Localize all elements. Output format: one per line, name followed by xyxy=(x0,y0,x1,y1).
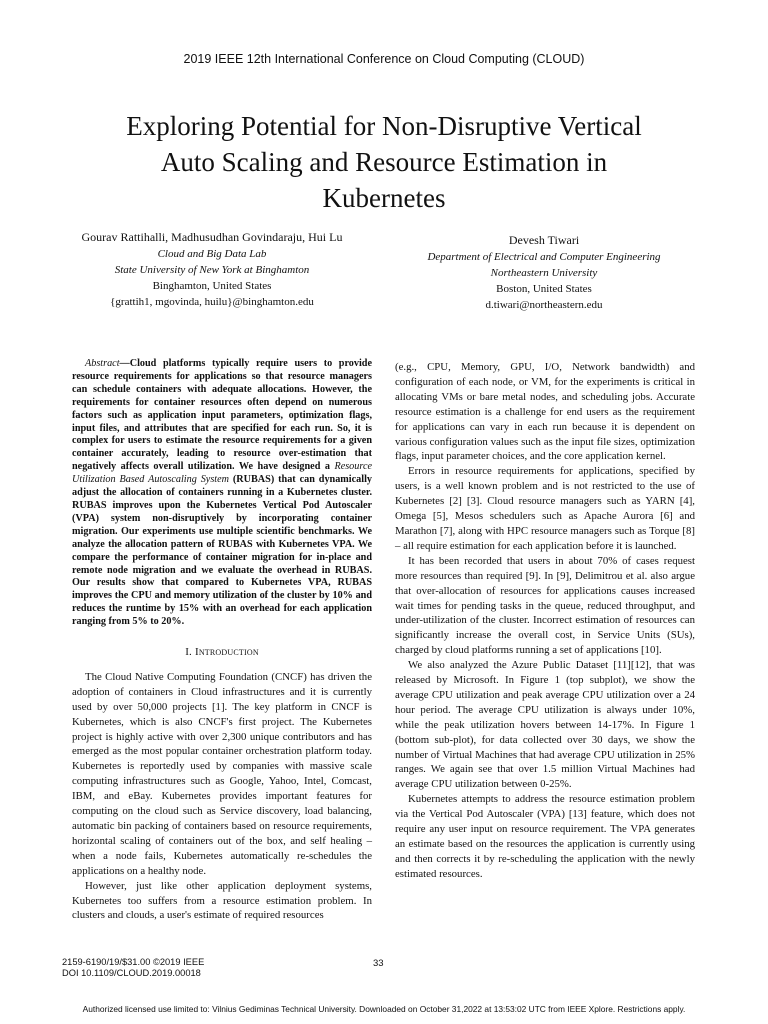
author-location: Boston, United States xyxy=(496,283,592,295)
section-number: I. xyxy=(185,646,193,659)
abstract-text: (RUBAS) that can dynamically adjust the allocation of containers running in a Kubernetes cluster. RUBAS improves upon the Kubernetes Vertical Pod Autoscaler (VPA) system non-disruptively by incorporating container migration. Our experiments use multiple scientific benchmarks. We analyze the allocation pattern of RUBAS with Kubernetes VPA. We compare the performance of container migration for in-place and remote node migration and we evaluate the overhead in RUBAS. Our results show that compared to Kubernetes VPA, RUBAS improves the CPU and memory utilization of the cluster by 10% and reduces the runtime by 15% with an overhead for each application ranging from 5% to 20%. xyxy=(72,474,372,628)
author-email: d.tiwari@northeastern.edu xyxy=(485,299,603,311)
body-paragraph: The Cloud Native Computing Foundation (CNCF) has driven the adoption of containers in Cloud infrastructures and it is currently used by over 50,000 projects [1]. The key platform in CNCF is Kubernetes, which is also CNCF's first project. The Kubernetes project is highly active with over 2,300 unique contributors and has emerged as the most popular container orchestration platform today. Kubernetes is reportedly used by companies with massive scale computing infrastructures such as Google, Yahoo, Intel, Comcast, IBM, and eBay. Kubernetes provides important features for computing on the cloud such as Service discovery, load balancing, automatic bin packing of containers based on resource requirements, horizontal scaling of containers out of the box, and self healing – when a node fails, Kubernetes automatically re-schedules the applications on a healthy node. xyxy=(72,670,372,877)
author-email: {grattih1, mgovinda, huilu}@binghamton.edu xyxy=(110,296,314,308)
author-location: Binghamton, United States xyxy=(152,280,272,292)
title-line: Auto Scaling and Resource Estimation in xyxy=(160,147,608,177)
body-paragraph: It has been recorded that users in about 70% of cases request more resources than required [9]. In [9], Delimitrou et al. also argue that over-allocation of resources for applications causes increased wait times for pending tasks in the queue, reduced throughput, and under-utilization of the cluster. Incorrect estimation of resources can significantly increase the overall cost, in Service Units (SUs), charged by cloud platforms running a set of applications [10]. xyxy=(395,554,695,657)
abstract-text: —Cloud platforms typically require users to provide resource requirements for applications so that resource managers can schedule containers with adequate allocations. However, the requirements for container resources often depend on numerous factors such as application input parameters, optimization flags, input files, and attributes that are specified for each run. So, it is complex for users to estimate the resource requirements for a given container accurately, leading to resource over-estimation that negatively affects overall utilization. We have designed a xyxy=(72,358,372,473)
author-block-1 xyxy=(62,229,362,310)
author-lab: Cloud and Big Data Lab xyxy=(157,248,267,260)
conference-header: 2019 IEEE 12th International Conference on Cloud Computing (CLOUD) xyxy=(183,52,585,66)
body-paragraph: (e.g., CPU, Memory, GPU, I/O, Network bandwidth) and configuration of each node, or VM, for the experiments is critical in allocating VMs or bare metal nodes, and scheduling jobs. Accurate resource estimation is a challenge for end users as the requirement for applications can vary in each run because it is dependent on various configuration values such as the input file sizes, optimization flags, input parameter choices, and the core application kernel. xyxy=(395,361,695,463)
left-column xyxy=(72,358,372,923)
abstract-italic: Resource Utilization Based Autoscaling System xyxy=(72,461,372,486)
author-institution: Northeastern University xyxy=(490,267,598,279)
author-names: Gourav Rattihalli, Madhusudhan Govindaraju, Hui Lu xyxy=(81,230,343,244)
title-line: Exploring Potential for Non-Disruptive Vertical xyxy=(126,111,642,141)
section-heading xyxy=(72,645,372,660)
right-column xyxy=(395,360,695,882)
footer-copyright xyxy=(62,957,204,979)
section-title: Introduction xyxy=(194,646,259,659)
body-paragraph: Kubernetes attempts to address the resource estimation problem via the Vertical Pod Autoscaler (VPA) [13] feature, which does not require any user input on resource requirement. The VPA generates an estimate based on the resources the application is currently using and then corrects it by re-scheduling the application with the newly estimated resources. xyxy=(395,793,695,880)
page-number: 33 xyxy=(373,958,384,969)
doi-line: DOI 10.1109/CLOUD.2019.00018 xyxy=(62,968,201,978)
author-names: Devesh Tiwari xyxy=(508,233,580,247)
author-lab: Department of Electrical and Computer Engineering xyxy=(427,251,661,263)
abstract xyxy=(72,358,372,629)
author-institution: State University of New York at Binghamton xyxy=(114,264,310,276)
issn-line: 2159-6190/19/$31.00 ©2019 IEEE xyxy=(62,957,205,967)
title-line: Kubernetes xyxy=(322,183,446,213)
author-block-2 xyxy=(394,232,694,313)
body-paragraph: We also analyzed the Azure Public Dataset [11][12], that was released by Microsoft. In Figure 1 (top subplot), we show the average CPU utilization and peak average CPU utilization over a 24 hour period. The average CPU utilization is always under 10%, while the peak utilization hovers between 14-17%. In Figure 1 (bottom sub-plot), for data collected over 30 days, we show the number of Virtual Machines that had average CPU utilization in 25% ranges. We again see that over 1.5 million Virtual Machines had average CPU utilization between 0-25%. xyxy=(395,659,695,791)
license-notice: Authorized licensed use limited to: Vilnius Gediminas Technical University. Downloaded on October 31,2022 at 13:53:02 UTC from IEEE Xplore. Restrictions apply. xyxy=(82,1004,686,1014)
body-paragraph: However, just like other application deployment systems, Kubernetes too suffers from a resource estimation problem. In clusters and clouds, a user's estimate of required resources xyxy=(72,879,372,922)
abstract-lead: Abstract xyxy=(85,358,120,369)
paper-title xyxy=(80,108,688,216)
body-paragraph: Errors in resource requirements for applications, specified by users, is a well known problem and is not restricted to the use of Kubernetes [2] [3]. Cloud resource managers such as YARN [4], Omega [5], Mesos schedulers such as Apache Aurora [6] and Marathon [7], along with HPC resource managers such as Torque [8] – all require estimation for each application before it is launched. xyxy=(395,465,695,552)
